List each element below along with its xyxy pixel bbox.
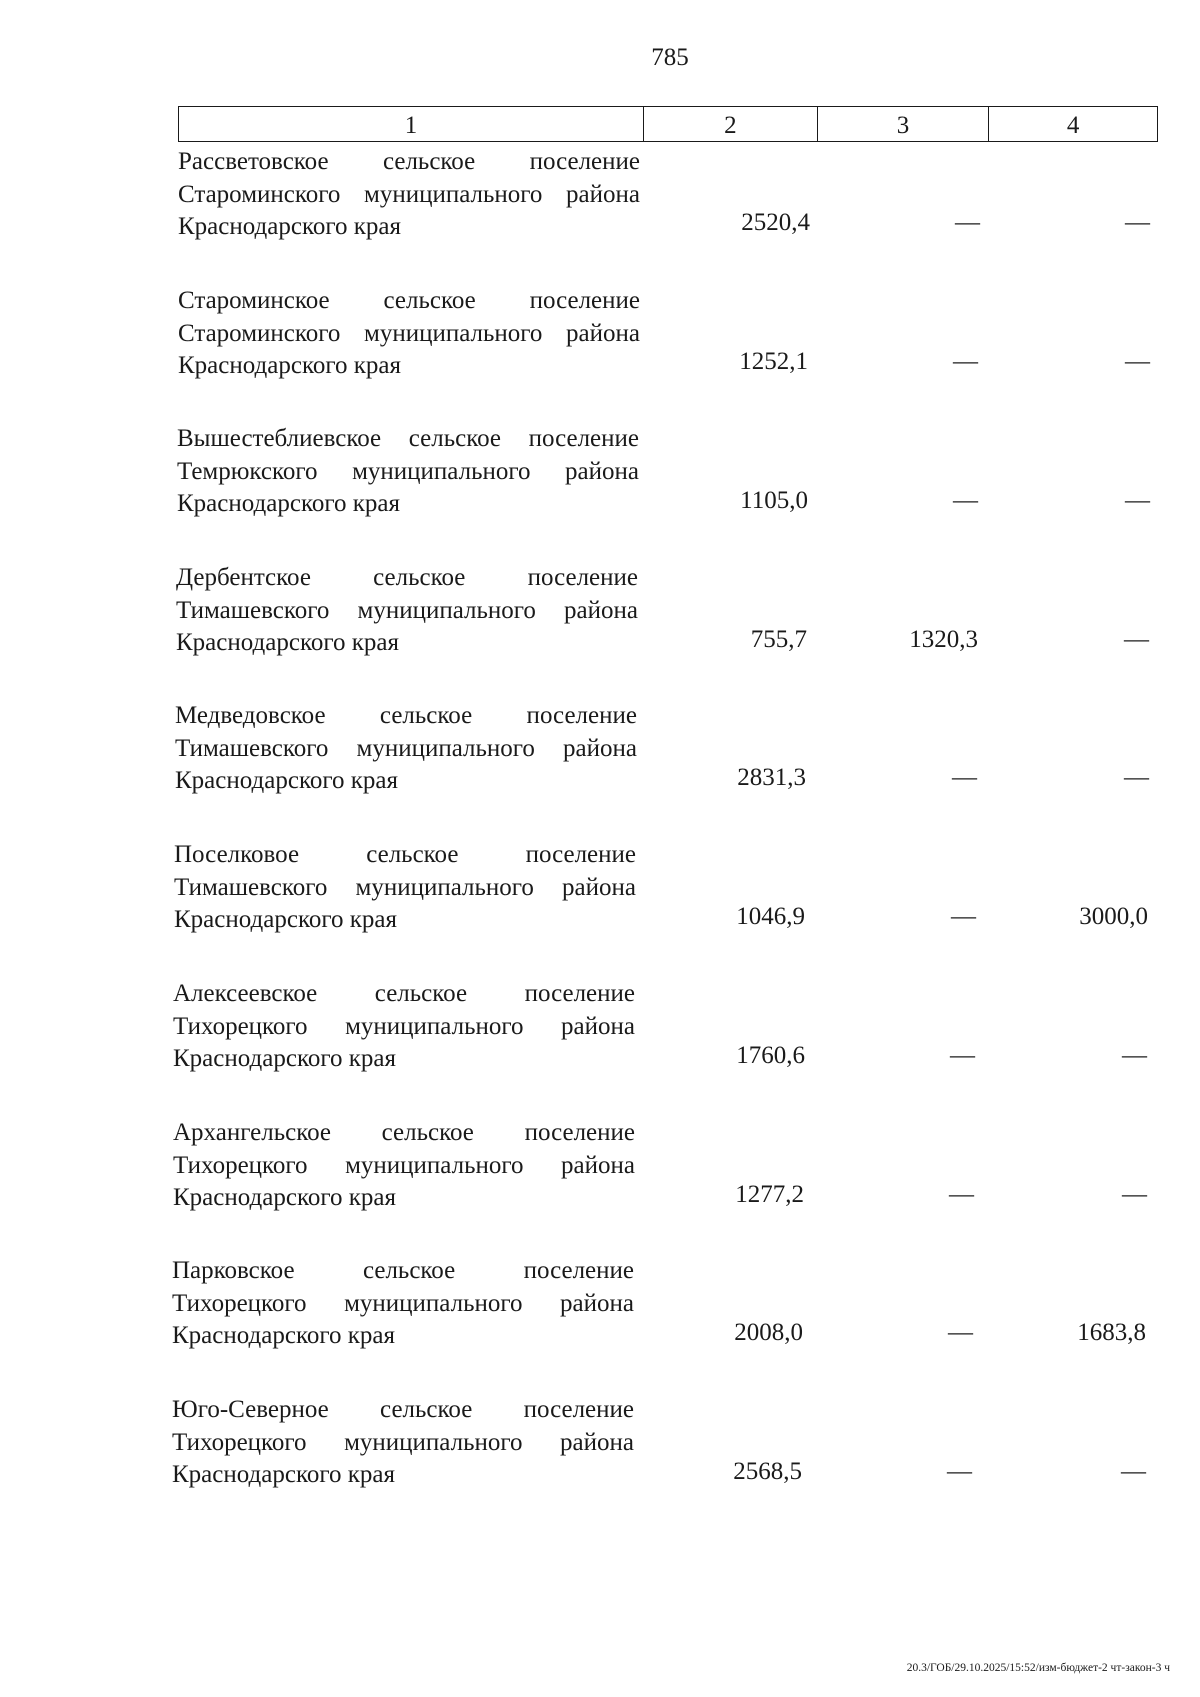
settlement-name: Парковское сельское поселение Тихорецкого муниципального района Краснодарского края (172, 1257, 634, 1349)
document-footer-code: 20.3/ГОБ/29.10.2025/15:52/изм-бюджет-2 чт-закон-3 ч (906, 1662, 1170, 1674)
settlement-name: Поселковое сельское поселение Тимашевского муниципального района Краснодарского края (174, 841, 636, 933)
column-2-value: 1277,2 (735, 1181, 804, 1208)
column-header-2: 2 (644, 107, 818, 141)
column-4-value: — (1121, 1458, 1146, 1485)
column-3-value: — (949, 1181, 974, 1208)
table-row (0, 285, 1200, 381)
column-2-value: 2520,4 (741, 209, 810, 236)
column-4-value: — (1125, 348, 1150, 375)
page-number: 785 (651, 44, 689, 71)
settlement-name: Медведовское сельское поселение Тимашевского муниципального района Краснодарского края (175, 702, 637, 794)
settlement-name: Вышестеблиевское сельское поселение Темрюкского муниципального района Краснодарского края (177, 425, 639, 517)
column-3-value: — (955, 209, 980, 236)
column-2-value: 755,7 (750, 626, 807, 653)
column-3-value: — (953, 487, 978, 514)
table-row (0, 700, 1200, 796)
column-2-value: 2568,5 (733, 1458, 802, 1485)
table-row (0, 423, 1200, 519)
settlement-name: Рассветовское сельское поселение Староминского муниципального района Краснодарского края (178, 148, 640, 240)
column-4-value: 3000,0 (1079, 903, 1148, 930)
column-3-value: — (953, 348, 978, 375)
settlement-name: Алексеевское сельское поселение Тихорецкого муниципального района Краснодарского края (173, 980, 635, 1072)
column-4-value: — (1122, 1181, 1147, 1208)
table-row (0, 1394, 1200, 1490)
table-row (0, 562, 1200, 658)
table-row (0, 978, 1200, 1074)
settlement-name: Юго-Северное сельское поселение Тихорецкого муниципального района Краснодарского края (172, 1396, 634, 1488)
settlement-name: Староминское сельское поселение Староминского муниципального района Краснодарского края (178, 287, 640, 379)
table-row (0, 839, 1200, 935)
column-2-value: 1046,9 (736, 903, 805, 930)
column-4-value: — (1122, 1042, 1147, 1069)
column-3-value: — (952, 764, 977, 791)
table-row (0, 1255, 1200, 1351)
column-4-value: 1683,8 (1077, 1319, 1146, 1346)
column-4-value: — (1125, 487, 1150, 514)
column-2-value: 2831,3 (737, 764, 806, 791)
column-2-value: 2008,0 (734, 1319, 803, 1346)
table-row (0, 1117, 1200, 1213)
column-2-value: 1105,0 (740, 487, 808, 514)
column-3-value: — (947, 1458, 972, 1485)
settlement-name: Архангельское сельское поселение Тихорецкого муниципального района Краснодарского края (173, 1119, 635, 1211)
column-3-value: 1320,3 (909, 626, 978, 653)
column-3-value: — (948, 1319, 973, 1346)
column-4-value: — (1124, 764, 1149, 791)
column-3-value: — (950, 1042, 975, 1069)
column-3-value: — (951, 903, 976, 930)
column-4-value: — (1124, 626, 1149, 653)
column-header-3: 3 (818, 107, 990, 141)
table-header (178, 106, 1158, 142)
column-4-value: — (1125, 209, 1150, 236)
column-2-value: 1252,1 (739, 348, 808, 375)
column-header-1: 1 (179, 107, 644, 141)
table-row (0, 146, 1200, 242)
settlement-name: Дербентское сельское поселение Тимашевского муниципального района Краснодарского края (176, 564, 638, 656)
column-header-4: 4 (1066, 111, 1080, 139)
column-2-value: 1760,6 (736, 1042, 805, 1069)
